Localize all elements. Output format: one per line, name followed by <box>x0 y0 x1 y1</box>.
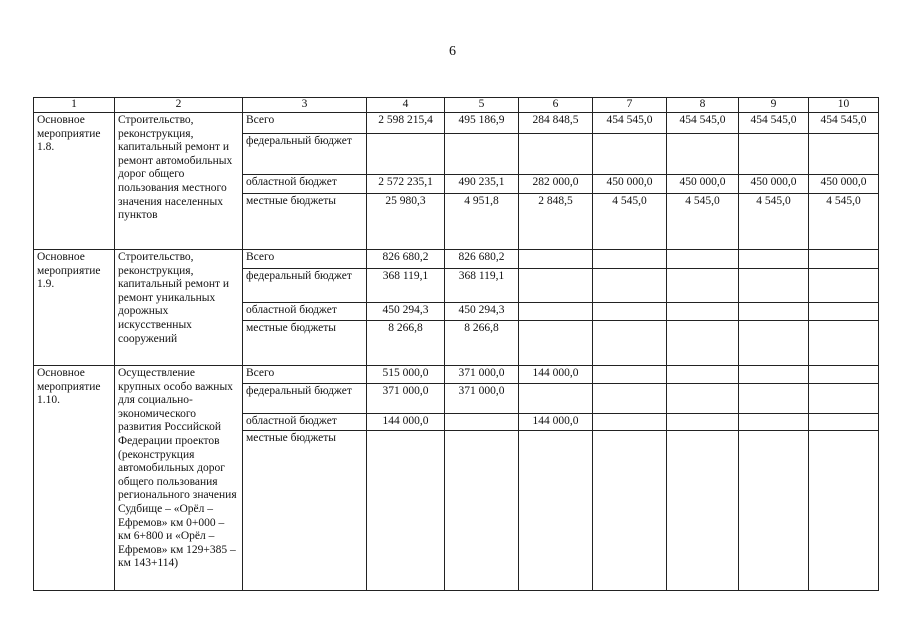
value-cell: 4 951,8 <box>445 194 519 250</box>
event-title: Строительство, реконструкция, капитальный ремонт и ремонт автомобильных дорог общего пользования местного значения населенных пунктов <box>115 113 243 250</box>
value-cell <box>519 303 593 321</box>
value-cell <box>593 134 667 175</box>
value-cell: 454 545,0 <box>739 113 809 134</box>
value-cell <box>667 134 739 175</box>
value-cell: 8 266,8 <box>367 321 445 366</box>
value-cell: 2 598 215,4 <box>367 113 445 134</box>
funding-source: Всего <box>243 366 367 384</box>
page-number: 6 <box>449 44 456 59</box>
header-cell: 10 <box>809 98 879 113</box>
value-cell <box>445 430 519 590</box>
value-cell <box>593 269 667 303</box>
header-cell: 6 <box>519 98 593 113</box>
value-cell <box>519 250 593 269</box>
value-cell <box>367 430 445 590</box>
value-cell: 826 680,2 <box>445 250 519 269</box>
value-cell <box>519 430 593 590</box>
value-cell <box>667 366 739 384</box>
funding-source: местные бюджеты <box>243 321 367 366</box>
value-cell <box>739 321 809 366</box>
value-cell: 371 000,0 <box>445 366 519 384</box>
value-cell <box>367 134 445 175</box>
funding-source: местные бюджеты <box>243 194 367 250</box>
value-cell: 4 545,0 <box>809 194 879 250</box>
header-cell: 2 <box>115 98 243 113</box>
value-cell: 450 000,0 <box>809 175 879 194</box>
value-cell: 450 294,3 <box>445 303 519 321</box>
funding-source: Всего <box>243 113 367 134</box>
value-cell: 450 294,3 <box>367 303 445 321</box>
table-row <box>34 250 879 269</box>
value-cell: 826 680,2 <box>367 250 445 269</box>
value-cell <box>593 430 667 590</box>
value-cell: 450 000,0 <box>667 175 739 194</box>
value-cell <box>519 134 593 175</box>
value-cell: 368 119,1 <box>445 269 519 303</box>
value-cell: 2 848,5 <box>519 194 593 250</box>
value-cell <box>739 384 809 414</box>
event-code: Основное мероприятие 1.9. <box>34 250 115 366</box>
funding-source: Всего <box>243 250 367 269</box>
value-cell: 368 119,1 <box>367 269 445 303</box>
header-cell: 5 <box>445 98 519 113</box>
value-cell: 454 545,0 <box>667 113 739 134</box>
value-cell <box>445 134 519 175</box>
value-cell: 371 000,0 <box>367 384 445 414</box>
value-cell <box>739 250 809 269</box>
header-cell: 9 <box>739 98 809 113</box>
funding-source: федеральный бюджет <box>243 384 367 414</box>
value-cell <box>593 321 667 366</box>
value-cell <box>809 134 879 175</box>
header-row <box>34 98 879 113</box>
value-cell <box>667 414 739 431</box>
value-cell: 284 848,5 <box>519 113 593 134</box>
funding-source: федеральный бюджет <box>243 134 367 175</box>
value-cell <box>809 366 879 384</box>
value-cell <box>809 430 879 590</box>
value-cell <box>667 430 739 590</box>
value-cell: 450 000,0 <box>739 175 809 194</box>
value-cell: 2 572 235,1 <box>367 175 445 194</box>
value-cell <box>593 384 667 414</box>
value-cell <box>593 414 667 431</box>
value-cell: 371 000,0 <box>445 384 519 414</box>
value-cell: 495 186,9 <box>445 113 519 134</box>
value-cell: 144 000,0 <box>367 414 445 431</box>
value-cell: 454 545,0 <box>593 113 667 134</box>
table-row <box>34 366 879 384</box>
value-cell <box>593 250 667 269</box>
header-cell: 8 <box>667 98 739 113</box>
value-cell: 4 545,0 <box>667 194 739 250</box>
value-cell <box>809 269 879 303</box>
value-cell <box>667 269 739 303</box>
value-cell: 144 000,0 <box>519 366 593 384</box>
funding-source: местные бюджеты <box>243 430 367 590</box>
header-cell: 7 <box>593 98 667 113</box>
budget-table <box>33 97 879 591</box>
funding-source: областной бюджет <box>243 414 367 431</box>
table-row <box>34 113 879 134</box>
value-cell <box>809 303 879 321</box>
event-title: Строительство, реконструкция, капитальный ремонт и ремонт уникальных дорожных искусственных сооружений <box>115 250 243 366</box>
value-cell <box>739 430 809 590</box>
value-cell <box>445 414 519 431</box>
event-title: Осуществление крупных особо важных для социально-экономического развития Российской Федерации проектов (реконструкция автомобильных дорог общего пользования регионального значения Судбище – «Орёл – Ефремов» км 0+000 – км 6+800 и «Орёл – Ефремов» км 129+385 – км 143+114) <box>115 366 243 591</box>
value-cell <box>739 134 809 175</box>
value-cell: 450 000,0 <box>593 175 667 194</box>
value-cell <box>739 269 809 303</box>
value-cell <box>593 303 667 321</box>
header-cell: 4 <box>367 98 445 113</box>
value-cell <box>593 366 667 384</box>
value-cell: 282 000,0 <box>519 175 593 194</box>
value-cell <box>809 321 879 366</box>
value-cell: 490 235,1 <box>445 175 519 194</box>
value-cell: 4 545,0 <box>593 194 667 250</box>
value-cell <box>739 366 809 384</box>
event-code: Основное мероприятие 1.10. <box>34 366 115 591</box>
header-cell: 1 <box>34 98 115 113</box>
value-cell: 8 266,8 <box>445 321 519 366</box>
value-cell <box>519 321 593 366</box>
value-cell <box>667 303 739 321</box>
value-cell: 454 545,0 <box>809 113 879 134</box>
header-cell: 3 <box>243 98 367 113</box>
value-cell: 515 000,0 <box>367 366 445 384</box>
value-cell <box>667 321 739 366</box>
value-cell <box>667 250 739 269</box>
value-cell <box>519 384 593 414</box>
value-cell <box>809 384 879 414</box>
funding-source: федеральный бюджет <box>243 269 367 303</box>
funding-source: областной бюджет <box>243 175 367 194</box>
value-cell <box>739 303 809 321</box>
value-cell: 4 545,0 <box>739 194 809 250</box>
value-cell <box>809 250 879 269</box>
value-cell <box>809 414 879 431</box>
value-cell <box>519 269 593 303</box>
value-cell: 25 980,3 <box>367 194 445 250</box>
funding-source: областной бюджет <box>243 303 367 321</box>
event-code: Основное мероприятие 1.8. <box>34 113 115 250</box>
value-cell <box>667 384 739 414</box>
value-cell: 144 000,0 <box>519 414 593 431</box>
value-cell <box>739 414 809 431</box>
